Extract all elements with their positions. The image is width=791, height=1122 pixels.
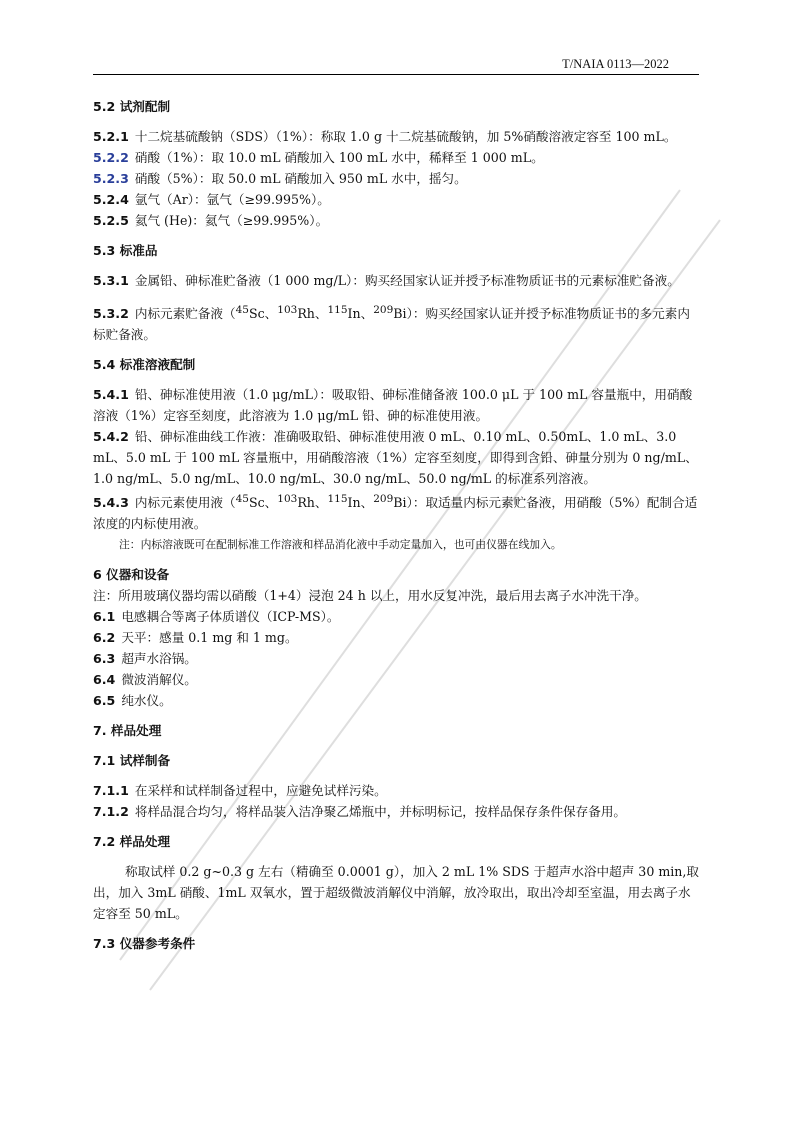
item-5-2-5 bbox=[93, 210, 699, 231]
isotope-mass: 115 bbox=[327, 493, 348, 506]
isotope-mass: 45 bbox=[235, 493, 249, 506]
section-5-3-title: 5.3 标准品 bbox=[93, 243, 158, 258]
item-text: 微波消解仪。 bbox=[121, 672, 197, 688]
item-5-2-2 bbox=[93, 147, 699, 168]
item-number: 5.3.1 bbox=[93, 273, 129, 288]
item-5-2-1 bbox=[93, 126, 699, 147]
section-7-2-title: 7.2 样品处理 bbox=[93, 834, 171, 850]
section-5-4-title: 5.4 标准溶液配制 bbox=[93, 357, 196, 373]
item-text: Sc、 bbox=[248, 495, 278, 511]
item-number: 5.2.3 bbox=[93, 171, 129, 186]
item-6-1 bbox=[93, 606, 699, 627]
item-text: 十二烷基硫酸钠（SDS）（1%）：称取 1.0 g 十二烷基硫酸钠，加 5%硝酸溶液定容至 100 mL。 bbox=[134, 129, 677, 144]
item-text: 铅、砷标准曲线工作液：准确吸取铅、砷标准使用液 0 mL、0.10 mL、0.50mL、1.0 mL、3.0 mL、5.0 mL 于 100 mL 容量瓶中，用硝酸溶液（1%）定容至刻度，即得到含铅、砷量分别为 0 ng/mL、1.0 ng/mL、5.0 ng/mL、10.0 ng/mL、30.0 ng/mL、50.0 ng/mL 的标准系列溶液。 bbox=[93, 429, 698, 487]
section-7-3-title: 7.3 仪器参考条件 bbox=[93, 936, 196, 952]
item-text: 超声水浴锅。 bbox=[121, 651, 197, 667]
section-7-2-text: 称取试样 0.2 g~0.3 g 左右（精确至 0.0001 g），加入 2 mL 1% SDS 于超声水浴中超声 30 min,取出，加入 3mL 硝酸、1mL 双氧水，置于超级微波消解仪中消解，放冷取出，取出冷却至室温，用去离子水定容至 50 mL。 bbox=[93, 864, 700, 922]
item-text: 铅、砷标准使用液（1.0 μg/mL）：吸取铅、砷标准储备液 100.0 μL 于 100 mL 容量瓶中，用硝酸溶液（1%）定容至刻度，此溶液为 1.0 μg/mL 铅、砷的标准使用液。 bbox=[93, 387, 693, 424]
item-text: 金属铅、砷标准贮备液（1 000 mg/L）：购买经国家认证并授予标准物质证书的元素标准贮备液。 bbox=[134, 273, 680, 288]
item-text: 氦气 (He)：氦气（≥99.995%）。 bbox=[134, 213, 329, 228]
item-text: Sc、 bbox=[248, 306, 278, 322]
item-number: 5.4.1 bbox=[93, 387, 129, 403]
item-5-4-2 bbox=[93, 426, 699, 489]
isotope-mass: 115 bbox=[327, 304, 348, 316]
item-5-3-1 bbox=[93, 270, 699, 291]
document-body bbox=[93, 96, 699, 954]
item-6-2 bbox=[93, 627, 699, 648]
item-text: 氩气（Ar）：氩气（≥99.995%）。 bbox=[134, 192, 330, 207]
isotope-mass: 103 bbox=[277, 304, 298, 316]
item-number: 6.2 bbox=[93, 630, 116, 646]
section-6-note: 注：所用玻璃仪器均需以硝酸（1+4）浸泡 24 h 以上，用水反复冲洗，最后用去离子水冲洗干净。 bbox=[93, 588, 647, 604]
item-text: In、 bbox=[347, 306, 374, 322]
item-6-3 bbox=[93, 648, 699, 669]
item-text: 硝酸（1%）：取 10.0 mL 硝酸加入 100 mL 水中，稀释至 1 000 mL。 bbox=[134, 150, 544, 165]
item-text: 内标元素使用液（ bbox=[134, 495, 236, 511]
item-5-4-3 bbox=[93, 489, 699, 534]
item-5-3-2 bbox=[93, 300, 699, 345]
item-text: Bi）：取适量内标元素贮备液，用硝酸（5%）配制合适浓度的内标使用液。 bbox=[93, 495, 698, 532]
section-6-title: 6 仪器和设备 bbox=[93, 567, 170, 583]
header-rule bbox=[93, 74, 699, 75]
isotope-mass: 209 bbox=[373, 304, 394, 316]
item-5-2-4 bbox=[93, 189, 699, 210]
item-number: 5.2.4 bbox=[93, 192, 129, 207]
item-text: 硝酸（5%）：取 50.0 mL 硝酸加入 950 mL 水中，摇匀。 bbox=[134, 171, 467, 186]
item-text: 电感耦合等离子体质谱仪（ICP-MS）。 bbox=[121, 609, 340, 625]
item-7-1-2 bbox=[93, 801, 699, 822]
item-number: 5.2.1 bbox=[93, 129, 129, 144]
isotope-mass: 45 bbox=[235, 304, 249, 316]
item-5-2-3 bbox=[93, 168, 699, 189]
item-text: 将样品混合均匀，将样品装入洁净聚乙烯瓶中，并标明标记，按样品保存条件保存备用。 bbox=[134, 804, 627, 820]
document-code: T/NAIA 0113—2022 bbox=[562, 57, 669, 71]
item-number: 6.4 bbox=[93, 672, 116, 688]
item-number: 5.3.2 bbox=[93, 306, 129, 322]
item-6-5 bbox=[93, 690, 699, 711]
item-6-4 bbox=[93, 669, 699, 690]
item-text: Bi）：购买经国家认证并授予标准物质证书的多元素内标贮备液。 bbox=[93, 306, 690, 343]
item-text: 在采样和试样制备过程中，应避免试样污染。 bbox=[134, 783, 387, 799]
section-7-title: 7. 样品处理 bbox=[93, 723, 162, 739]
item-number: 5.2.5 bbox=[93, 213, 129, 228]
section-5-4-note: 注：内标溶液既可在配制标准工作溶液和样品消化液中手动定量加入，也可由仪器在线加入。 bbox=[119, 538, 562, 552]
item-5-4-1 bbox=[93, 384, 699, 426]
isotope-mass: 209 bbox=[373, 493, 394, 506]
item-7-1-1 bbox=[93, 780, 699, 801]
section-5-2-title: 5.2 试剂配制 bbox=[93, 99, 171, 114]
item-number: 6.5 bbox=[93, 693, 116, 709]
isotope-mass: 103 bbox=[277, 493, 298, 506]
item-number: 6.3 bbox=[93, 651, 116, 667]
item-number: 7.1.2 bbox=[93, 804, 129, 820]
item-number: 5.4.3 bbox=[93, 495, 129, 511]
item-text: 天平：感量 0.1 mg 和 1 mg。 bbox=[121, 630, 298, 646]
item-text: Rh、 bbox=[297, 306, 328, 322]
item-number: 7.1.1 bbox=[93, 783, 129, 799]
item-text: In、 bbox=[347, 495, 374, 511]
item-text: 纯水仪。 bbox=[121, 693, 172, 709]
item-number: 5.4.2 bbox=[93, 429, 129, 445]
item-text: Rh、 bbox=[297, 495, 328, 511]
item-text: 内标元素贮备液（ bbox=[134, 306, 236, 322]
item-number: 6.1 bbox=[93, 609, 116, 625]
section-7-1-title: 7.1 试样制备 bbox=[93, 753, 171, 769]
item-number: 5.2.2 bbox=[93, 150, 129, 165]
